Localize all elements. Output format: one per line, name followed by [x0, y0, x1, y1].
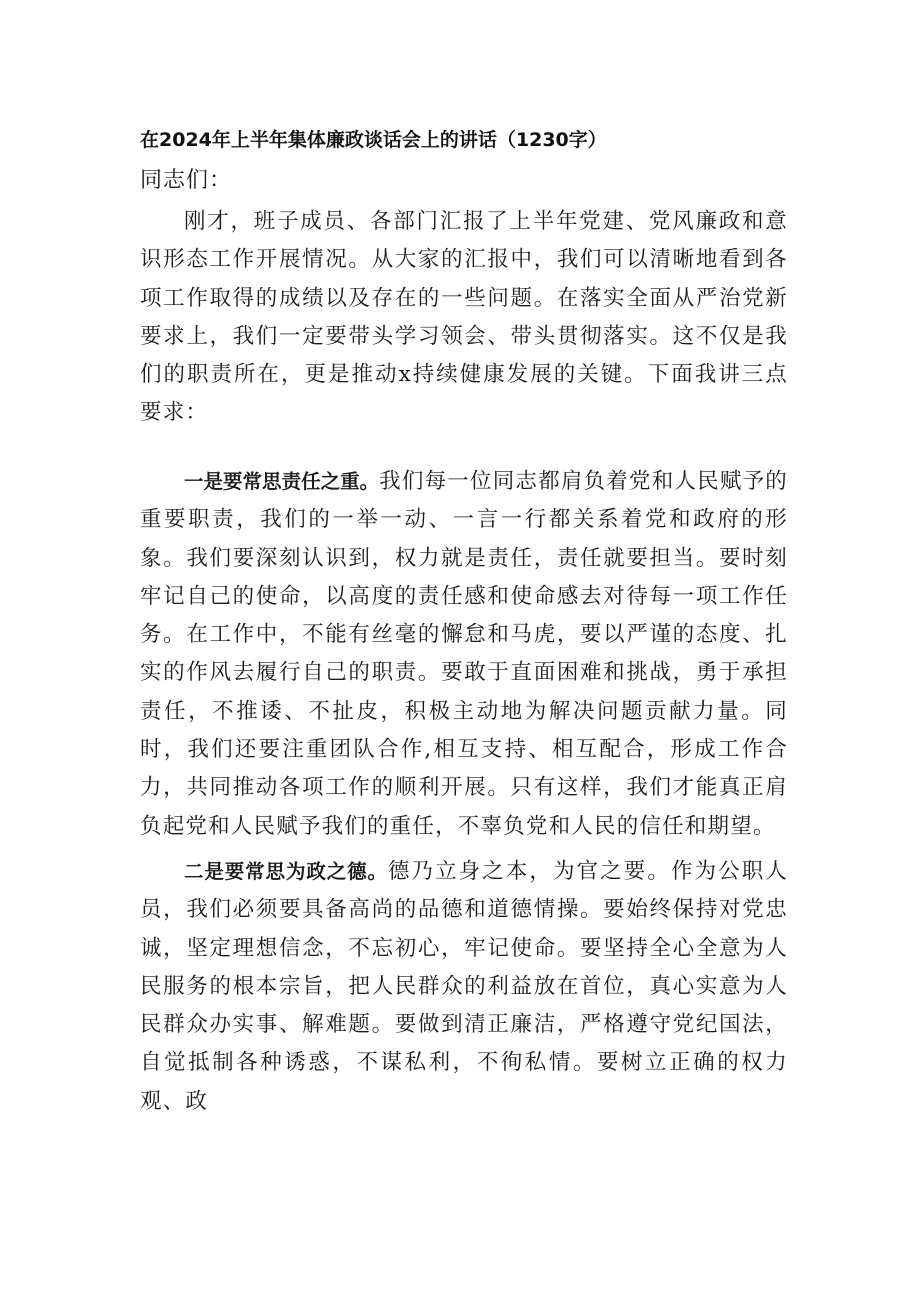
point-two-text: 德乃立身之本，为官之要。作为公职人员，我们必须要具备高尚的品德和道德情操。要始终保持对党忠诚，坚定理想信念，不忘初心，牢记使命。要坚持全心全意为人民服务的根本宗旨，把人民群众的利益放在首位，真心实意为人民群众办实事、解难题。要做到清正廉洁，严格遵守党纪国法，自觉抵制各种诱惑，不谋私利，不徇私情。要树立正确的权力观、政 [140, 859, 788, 1114]
point-one-text: 我们每一位同志都肩负着党和人民赋予的重要职责，我们的一举一动、一言一行都关系着党和政府的形象。我们要深刻认识到，权力就是责任，责任就要担当。要时刻牢记自己的使命，以高度的责任感和使命感去对待每一项工作任务。在工作中，不能有丝毫的懈怠和马虎，要以严谨的态度、扎实的作风去履行自己的职责。要敢于直面困难和挑战，勇于承担责任，不推诿、不扯皮，积极主动地为解决问题贡献力量。同时，我们还要注重团队合作,相互支持、相互配合，形成工作合力，共同推动各项工作的顺利开展。只有这样，我们才能真正肩负起党和人民赋予我们的重任，不辜负党和人民的信任和期望。 [140, 469, 788, 839]
point-two-heading: 二是要常思为政之德。 [184, 860, 388, 883]
salutation: 同志们： [140, 168, 233, 193]
point-two-paragraph [140, 853, 788, 1121]
document-title: 在2024年上半年集体廉政谈话会上的讲话（1230字） [140, 129, 607, 151]
intro-paragraph: 刚才，班子成员、各部门汇报了上半年党建、党风廉政和意识形态工作开展情况。从大家的汇报中，我们可以清晰地看到各项工作取得的成绩以及存在的一些问题。在落实全面从严治党新要求上，我们一定要带头学习领会、带头贯彻落实。这不仅是我们的职责所在，更是推动x持续健康发展的关键。下面我讲三点要求： [140, 209, 788, 426]
point-one-paragraph [140, 463, 788, 846]
point-one-heading: 一是要常思责任之重。 [184, 470, 380, 493]
